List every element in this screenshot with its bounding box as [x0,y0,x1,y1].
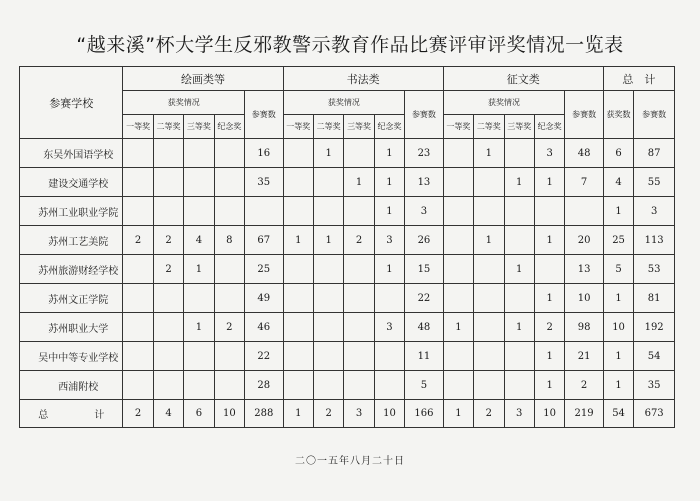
table-cell [123,255,153,284]
table-cell [565,197,604,226]
table-cell [283,313,313,342]
table-cell [534,255,564,284]
table-cell [374,342,404,371]
school-name: 苏州文正学院 [20,284,123,313]
table-cell [443,226,473,255]
total-cell: 10 [374,400,404,428]
table-cell [153,139,183,168]
table-cell [374,371,404,400]
table-cell [214,139,244,168]
school-name: 苏州工业职业学院 [20,197,123,226]
table-row [20,197,675,226]
table-cell: 20 [565,226,604,255]
table-cell [344,197,374,226]
header-second-prize: 二等奖 [313,115,343,139]
total-label: 总 计 [20,400,123,428]
total-cell: 673 [634,400,675,428]
table-cell: 13 [565,255,604,284]
table-cell [504,284,534,313]
table-cell: 1 [534,226,564,255]
table-cell: 49 [245,284,284,313]
header-calligraphy-awards: 获奖情况 [283,91,405,115]
table-cell: 23 [405,139,444,168]
table-cell: 3 [374,226,404,255]
total-cell: 2 [123,400,153,428]
table-cell: 13 [405,168,444,197]
table-row [20,313,675,342]
table-cell: 1 [184,255,214,284]
table-cell: 1 [504,255,534,284]
table-row [20,255,675,284]
header-painting-awards: 获奖情况 [123,91,245,115]
table-cell [184,284,214,313]
table-cell: 1 [443,313,473,342]
table-cell [123,139,153,168]
school-name: 西浦附校 [20,371,123,400]
table-cell: 1 [313,226,343,255]
header-commemorative-prize: 纪念奖 [214,115,244,139]
table-cell [184,139,214,168]
school-name: 苏州职业大学 [20,313,123,342]
table-cell [374,284,404,313]
table-cell [443,168,473,197]
total-cell: 166 [405,400,444,428]
table-cell [283,168,313,197]
table-cell [123,342,153,371]
table-cell: 1 [504,313,534,342]
table-cell [214,284,244,313]
table-cell [214,342,244,371]
table-cell: 4 [603,168,633,197]
total-cell: 3 [344,400,374,428]
table-cell: 87 [634,139,675,168]
table-cell [443,255,473,284]
table-cell [474,197,504,226]
table-cell [474,313,504,342]
table-cell [344,284,374,313]
table-cell [283,197,313,226]
school-name: 苏州工艺美院 [20,226,123,255]
table-cell [153,284,183,313]
table-cell: 2 [565,371,604,400]
school-name: 吴中中等专业学校 [20,342,123,371]
table-cell [214,168,244,197]
table-cell: 1 [344,168,374,197]
total-cell: 1 [443,400,473,428]
table-cell: 81 [634,284,675,313]
awards-table [19,66,675,428]
table-cell: 192 [634,313,675,342]
total-cell: 288 [245,400,284,428]
table-cell [283,139,313,168]
table-cell [504,226,534,255]
table-cell: 35 [634,371,675,400]
table-row [20,371,675,400]
table-cell: 2 [534,313,564,342]
table-cell: 1 [374,168,404,197]
table-cell [344,255,374,284]
table-cell [184,197,214,226]
header-third-prize: 三等奖 [184,115,214,139]
table-row [20,168,675,197]
header-essay: 征文类 [443,67,603,91]
header-first-prize: 一等奖 [123,115,153,139]
table-cell [153,371,183,400]
table-cell: 46 [245,313,284,342]
table-cell [153,313,183,342]
table-cell: 10 [603,313,633,342]
table-cell [214,197,244,226]
table-cell: 5 [405,371,444,400]
table-cell: 1 [603,342,633,371]
table-cell: 26 [405,226,444,255]
table-cell [534,197,564,226]
table-cell [443,342,473,371]
table-cell [443,197,473,226]
table-cell: 15 [405,255,444,284]
table-cell: 8 [214,226,244,255]
school-name: 东吴外国语学校 [20,139,123,168]
table-cell [313,168,343,197]
table-cell: 1 [474,226,504,255]
table-cell: 4 [184,226,214,255]
header-essay-participants: 参赛数 [565,91,604,139]
document-date: 二〇一五年八月二十日 [295,456,405,467]
table-cell: 5 [603,255,633,284]
table-cell [504,197,534,226]
table-cell: 1 [603,284,633,313]
table-cell [123,197,153,226]
table-cell: 1 [374,197,404,226]
table-cell [153,342,183,371]
total-cell: 4 [153,400,183,428]
table-cell [344,139,374,168]
total-cell: 10 [214,400,244,428]
header-total-participants: 参赛数 [634,91,675,139]
table-row [20,284,675,313]
table-cell: 16 [245,139,284,168]
header-total-awards: 获奖数 [603,91,633,139]
table-cell: 2 [123,226,153,255]
table-cell [344,342,374,371]
table-cell: 28 [245,371,284,400]
table-cell [313,197,343,226]
table-cell [474,168,504,197]
table-cell: 1 [474,139,504,168]
table-cell: 3 [534,139,564,168]
table-cell: 1 [534,371,564,400]
total-cell: 3 [504,400,534,428]
table-cell [283,371,313,400]
table-cell [443,371,473,400]
table-cell: 2 [153,226,183,255]
table-cell [504,139,534,168]
table-cell: 25 [245,255,284,284]
table-cell: 113 [634,226,675,255]
total-cell: 10 [534,400,564,428]
table-cell [443,284,473,313]
table-cell [184,371,214,400]
table-cell [474,371,504,400]
table-cell [474,255,504,284]
header-total: 总 计 [603,67,674,91]
header-commemorative-prize: 纪念奖 [534,115,564,139]
table-cell: 1 [313,139,343,168]
table-cell: 35 [245,168,284,197]
header-calligraphy-participants: 参赛数 [405,91,444,139]
table-cell: 1 [504,168,534,197]
header-second-prize: 二等奖 [153,115,183,139]
table-cell: 1 [283,226,313,255]
total-cell: 6 [184,400,214,428]
table-cell [474,284,504,313]
total-cell: 54 [603,400,633,428]
table-cell [504,371,534,400]
table-cell [123,371,153,400]
header-third-prize: 三等奖 [504,115,534,139]
table-cell [443,139,473,168]
table-cell: 21 [565,342,604,371]
table-cell [313,284,343,313]
table-cell: 54 [634,342,675,371]
header-essay-awards: 获奖情况 [443,91,565,115]
table-cell: 98 [565,313,604,342]
total-cell: 1 [283,400,313,428]
table-cell: 2 [214,313,244,342]
table-cell: 1 [534,168,564,197]
table-cell [123,284,153,313]
table-cell: 2 [344,226,374,255]
header-first-prize: 一等奖 [443,115,473,139]
header-painting: 绘画类等 [123,67,283,91]
table-cell: 22 [405,284,444,313]
header-third-prize: 三等奖 [344,115,374,139]
table-cell: 67 [245,226,284,255]
document-title: “越来溪”杯大学生反邪教警示教育作品比赛评审评奖情况一览表 [76,34,624,56]
table-cell: 55 [634,168,675,197]
school-name: 建设交通学校 [20,168,123,197]
table-cell [283,255,313,284]
table-cell [344,371,374,400]
header-calligraphy: 书法类 [283,67,443,91]
table-cell: 3 [634,197,675,226]
table-cell [504,342,534,371]
total-cell: 2 [474,400,504,428]
table-cell [184,342,214,371]
total-cell: 219 [565,400,604,428]
table-cell [123,168,153,197]
header-school: 参赛学校 [20,67,123,139]
header-second-prize: 二等奖 [474,115,504,139]
header-painting-participants: 参赛数 [245,91,284,139]
table-cell: 1 [534,342,564,371]
table-cell: 3 [405,197,444,226]
table-cell [245,197,284,226]
table-cell: 6 [603,139,633,168]
table-cell: 22 [245,342,284,371]
table-cell [123,313,153,342]
table-cell [214,371,244,400]
table-cell [283,342,313,371]
table-cell [313,255,343,284]
header-first-prize: 一等奖 [283,115,313,139]
header-commemorative-prize: 纪念奖 [374,115,404,139]
table-cell: 1 [374,139,404,168]
table-cell [313,371,343,400]
table-cell [184,168,214,197]
table-cell [344,313,374,342]
table-cell: 11 [405,342,444,371]
school-name: 苏州旅游财经学校 [20,255,123,284]
table-cell: 1 [603,371,633,400]
table-cell [313,342,343,371]
table-cell [153,197,183,226]
table-cell: 1 [603,197,633,226]
table-cell: 1 [374,255,404,284]
table-cell [283,284,313,313]
table-cell [214,255,244,284]
table-cell: 2 [153,255,183,284]
table-cell [474,342,504,371]
table-cell: 10 [565,284,604,313]
table-cell: 48 [565,139,604,168]
table-cell: 7 [565,168,604,197]
table-cell: 25 [603,226,633,255]
table-cell: 53 [634,255,675,284]
table-cell: 1 [184,313,214,342]
total-row [20,400,675,428]
table-row [20,139,675,168]
table-cell [313,313,343,342]
table-cell: 3 [374,313,404,342]
table-cell: 1 [534,284,564,313]
table-row [20,226,675,255]
table-row [20,342,675,371]
table-cell [153,168,183,197]
total-cell: 2 [313,400,343,428]
table-cell: 48 [405,313,444,342]
